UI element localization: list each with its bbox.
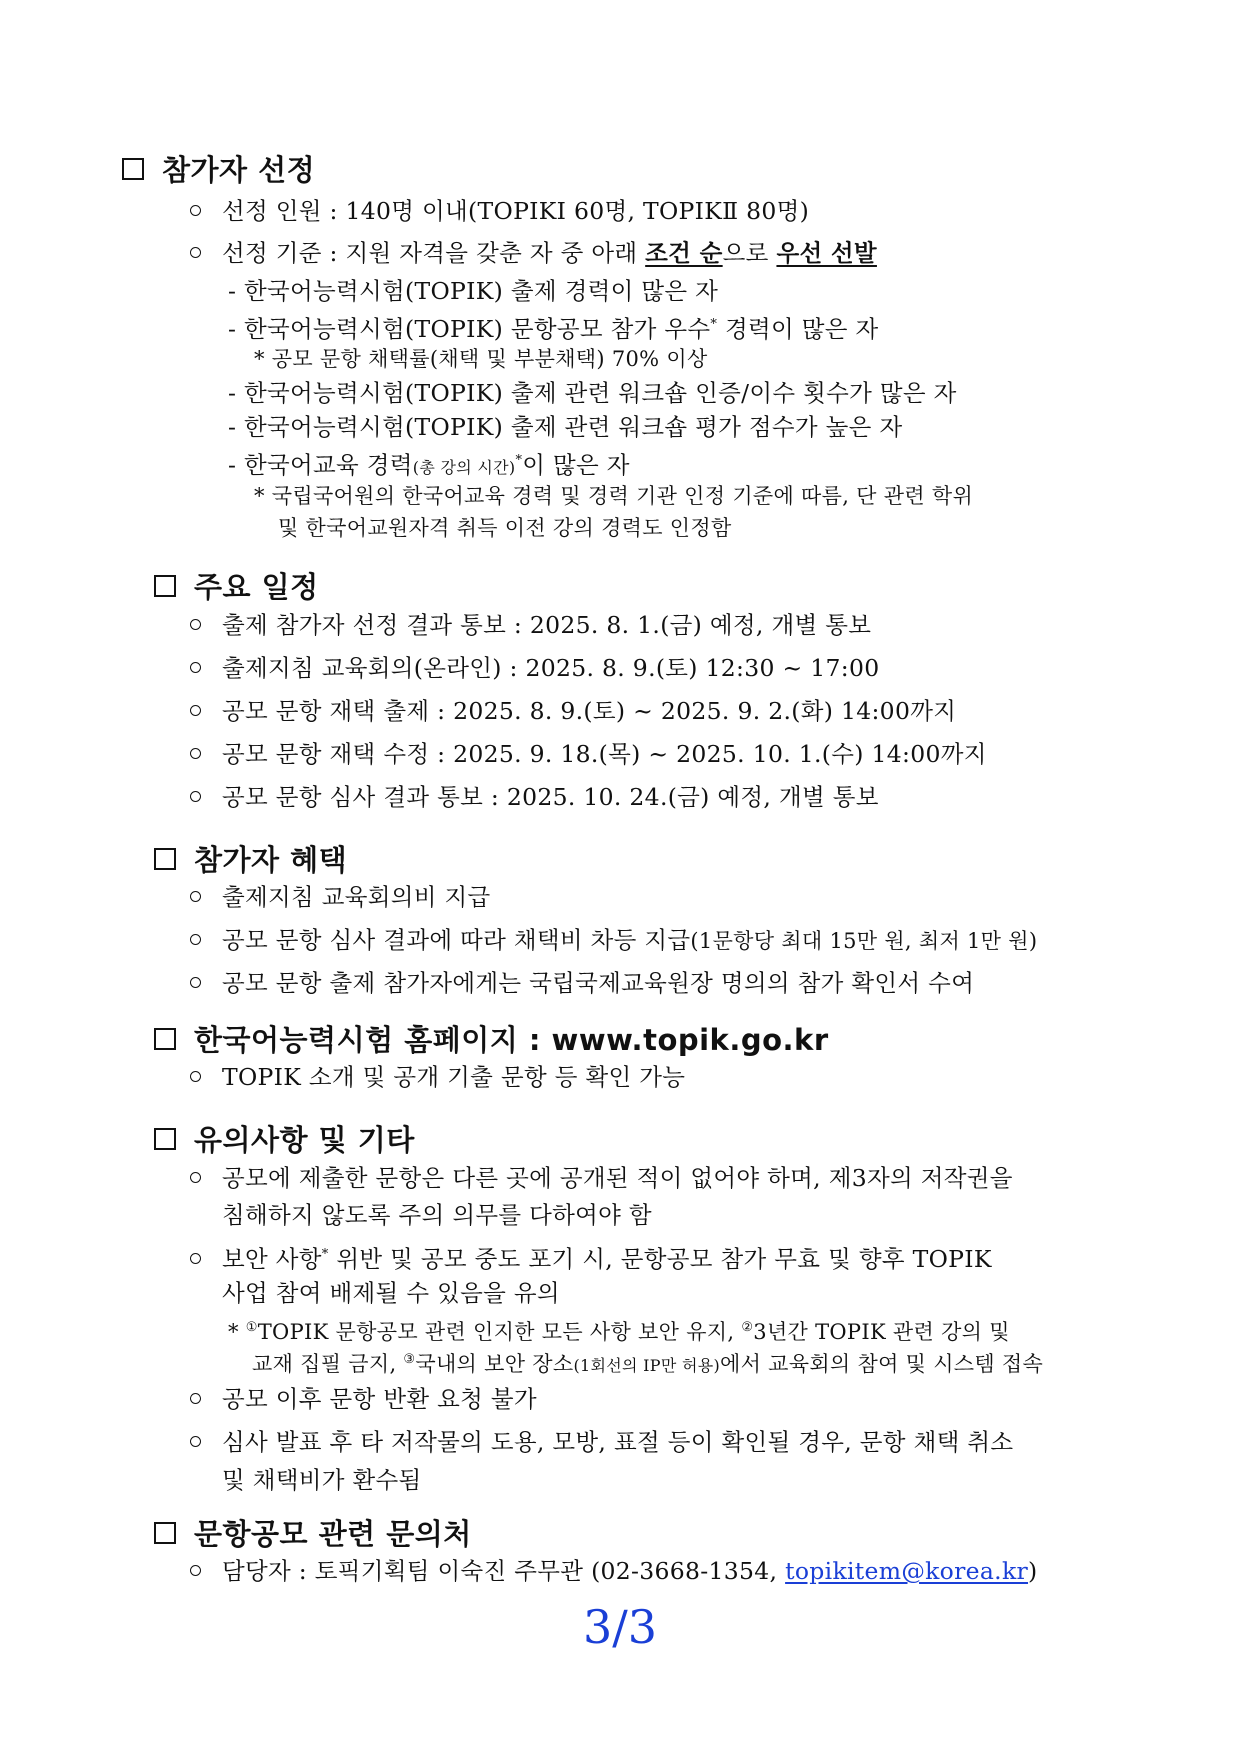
criteria-item: - 한국어능력시험(TOPIK) 출제 관련 워크숍 인증/이수 횟수가 많은 자 bbox=[228, 379, 957, 407]
circle-bullet-icon bbox=[190, 696, 222, 726]
underlined-text: 우선 선발 bbox=[776, 239, 877, 267]
schedule-item: 공모 문항 재택 수정 : 2025. 9. 18.(목) ~ 2025. 10. 1.(수) 14:00까지 bbox=[190, 739, 987, 769]
selection-criteria: 선정 기준 : 지원 자격을 갖춘 자 중 아래 조건 순으로 우선 선발 bbox=[190, 238, 877, 268]
circle-bullet-icon bbox=[190, 1163, 222, 1193]
notes-item-continued: 침해하지 않도록 주의 의무를 다하여야 함 bbox=[222, 1201, 652, 1229]
notes-item: 심사 발표 후 타 저작물의 도용, 모방, 표절 등이 확인될 경우, 문항 채택 취소 bbox=[190, 1427, 1013, 1457]
underlined-text: 조건 순 bbox=[645, 239, 723, 267]
notes-item-continued: 사업 참여 배제될 수 있음을 유의 bbox=[222, 1279, 560, 1307]
contact-email-link[interactable]: topikitem@korea.kr bbox=[785, 1557, 1029, 1585]
section-title-schedule: 주요 일정 bbox=[154, 565, 319, 606]
benefit-item: 공모 문항 출제 참가자에게는 국립국제교육원장 명의의 참가 확인서 수여 bbox=[190, 968, 974, 998]
circle-bullet-icon bbox=[190, 968, 222, 998]
criteria-item: - 한국어능력시험(TOPIK) 문항공모 참가 우수* 경력이 많은 자 bbox=[228, 314, 879, 343]
circle-bullet-icon bbox=[190, 196, 222, 226]
section-title-homepage: 한국어능력시험 홈페이지 : www.topik.go.kr bbox=[154, 1018, 829, 1059]
notes-security-detail: * ①TOPIK 문항공모 관련 인지한 모든 사항 보안 유지, ②3년간 TOPIK 관련 강의 및 bbox=[228, 1320, 1010, 1344]
checkbox-square-icon bbox=[154, 848, 176, 870]
circle-bullet-icon bbox=[190, 653, 222, 683]
circle-bullet-icon bbox=[190, 1244, 222, 1274]
circle-bullet-icon bbox=[190, 610, 222, 640]
circle-bullet-icon bbox=[190, 238, 222, 268]
notes-item: 보안 사항* 위반 및 공모 중도 포기 시, 문항공모 참가 무효 및 향후 TOPIK bbox=[190, 1240, 992, 1274]
criteria-item: - 한국어능력시험(TOPIK) 출제 경력이 많은 자 bbox=[228, 277, 719, 305]
schedule-item: 출제 참가자 선정 결과 통보 : 2025. 8. 1.(금) 예정, 개별 통보 bbox=[190, 610, 871, 640]
section-title-notes: 유의사항 및 기타 bbox=[154, 1118, 415, 1159]
criteria-item: - 한국어능력시험(TOPIK) 출제 관련 워크숍 평가 점수가 높은 자 bbox=[228, 413, 903, 441]
criteria-item: - 한국어교육 경력(총 강의 시간)*이 많은 자 bbox=[228, 450, 630, 479]
checkbox-square-icon bbox=[154, 1128, 176, 1150]
homepage-item: TOPIK 소개 및 공개 기출 문항 등 확인 가능 bbox=[190, 1062, 685, 1092]
checkbox-square-icon bbox=[154, 575, 176, 597]
section-title-benefits: 참가자 혜택 bbox=[154, 838, 347, 879]
circle-bullet-icon bbox=[190, 925, 222, 955]
notes-security-detail: 교재 집필 금지, ③국내의 보안 장소(1회선의 IP만 허용)에서 교육회의 참여 및 시스템 접속 bbox=[252, 1352, 1044, 1376]
criteria-note: * 국립국어원의 한국어교육 경력 및 경력 기관 인정 기준에 따름, 단 관련 학위 bbox=[254, 484, 974, 508]
circle-bullet-icon bbox=[190, 1062, 222, 1092]
section-title-selection: 참가자 선정 bbox=[122, 148, 315, 189]
checkbox-square-icon bbox=[122, 158, 144, 180]
checkbox-square-icon bbox=[154, 1522, 176, 1544]
circle-bullet-icon bbox=[190, 782, 222, 812]
notes-item-continued: 및 채택비가 환수됨 bbox=[222, 1466, 422, 1494]
circle-bullet-icon bbox=[190, 739, 222, 769]
criteria-note: * 공모 문항 채택률(채택 및 부분채택) 70% 이상 bbox=[254, 347, 708, 371]
benefit-item: 출제지침 교육회의비 지급 bbox=[190, 882, 491, 912]
selection-count: 선정 인원 : 140명 이내(TOPIKⅠ 60명, TOPIKⅡ 80명) bbox=[190, 196, 809, 226]
circle-bullet-icon bbox=[190, 882, 222, 912]
benefit-item: 공모 문항 심사 결과에 따라 채택비 차등 지급(1문항당 최대 15만 원, 최저 1만 원) bbox=[190, 925, 1037, 956]
page-number: 3/3 bbox=[582, 1600, 658, 1654]
checkbox-square-icon bbox=[154, 1028, 176, 1050]
notes-item: 공모 이후 문항 반환 요청 불가 bbox=[190, 1384, 537, 1414]
circle-bullet-icon bbox=[190, 1556, 222, 1586]
criteria-note: 및 한국어교원자격 취득 이전 강의 경력도 인정함 bbox=[278, 516, 732, 540]
notes-item: 공모에 제출한 문항은 다른 곳에 공개된 적이 없어야 하며, 제3자의 저작권을 bbox=[190, 1163, 1124, 1193]
circle-bullet-icon bbox=[190, 1427, 222, 1457]
section-title-contact: 문항공모 관련 문의처 bbox=[154, 1512, 472, 1553]
schedule-item: 출제지침 교육회의(온라인) : 2025. 8. 9.(토) 12:30 ~ 17:00 bbox=[190, 653, 880, 683]
schedule-item: 공모 문항 심사 결과 통보 : 2025. 10. 24.(금) 예정, 개별 통보 bbox=[190, 782, 879, 812]
schedule-item: 공모 문항 재택 출제 : 2025. 8. 9.(토) ~ 2025. 9. 2.(화) 14:00까지 bbox=[190, 696, 956, 726]
contact-item: 담당자 : 토픽기획팀 이숙진 주무관 (02-3668-1354, topikitem@korea.kr) bbox=[190, 1556, 1038, 1586]
circle-bullet-icon bbox=[190, 1384, 222, 1414]
